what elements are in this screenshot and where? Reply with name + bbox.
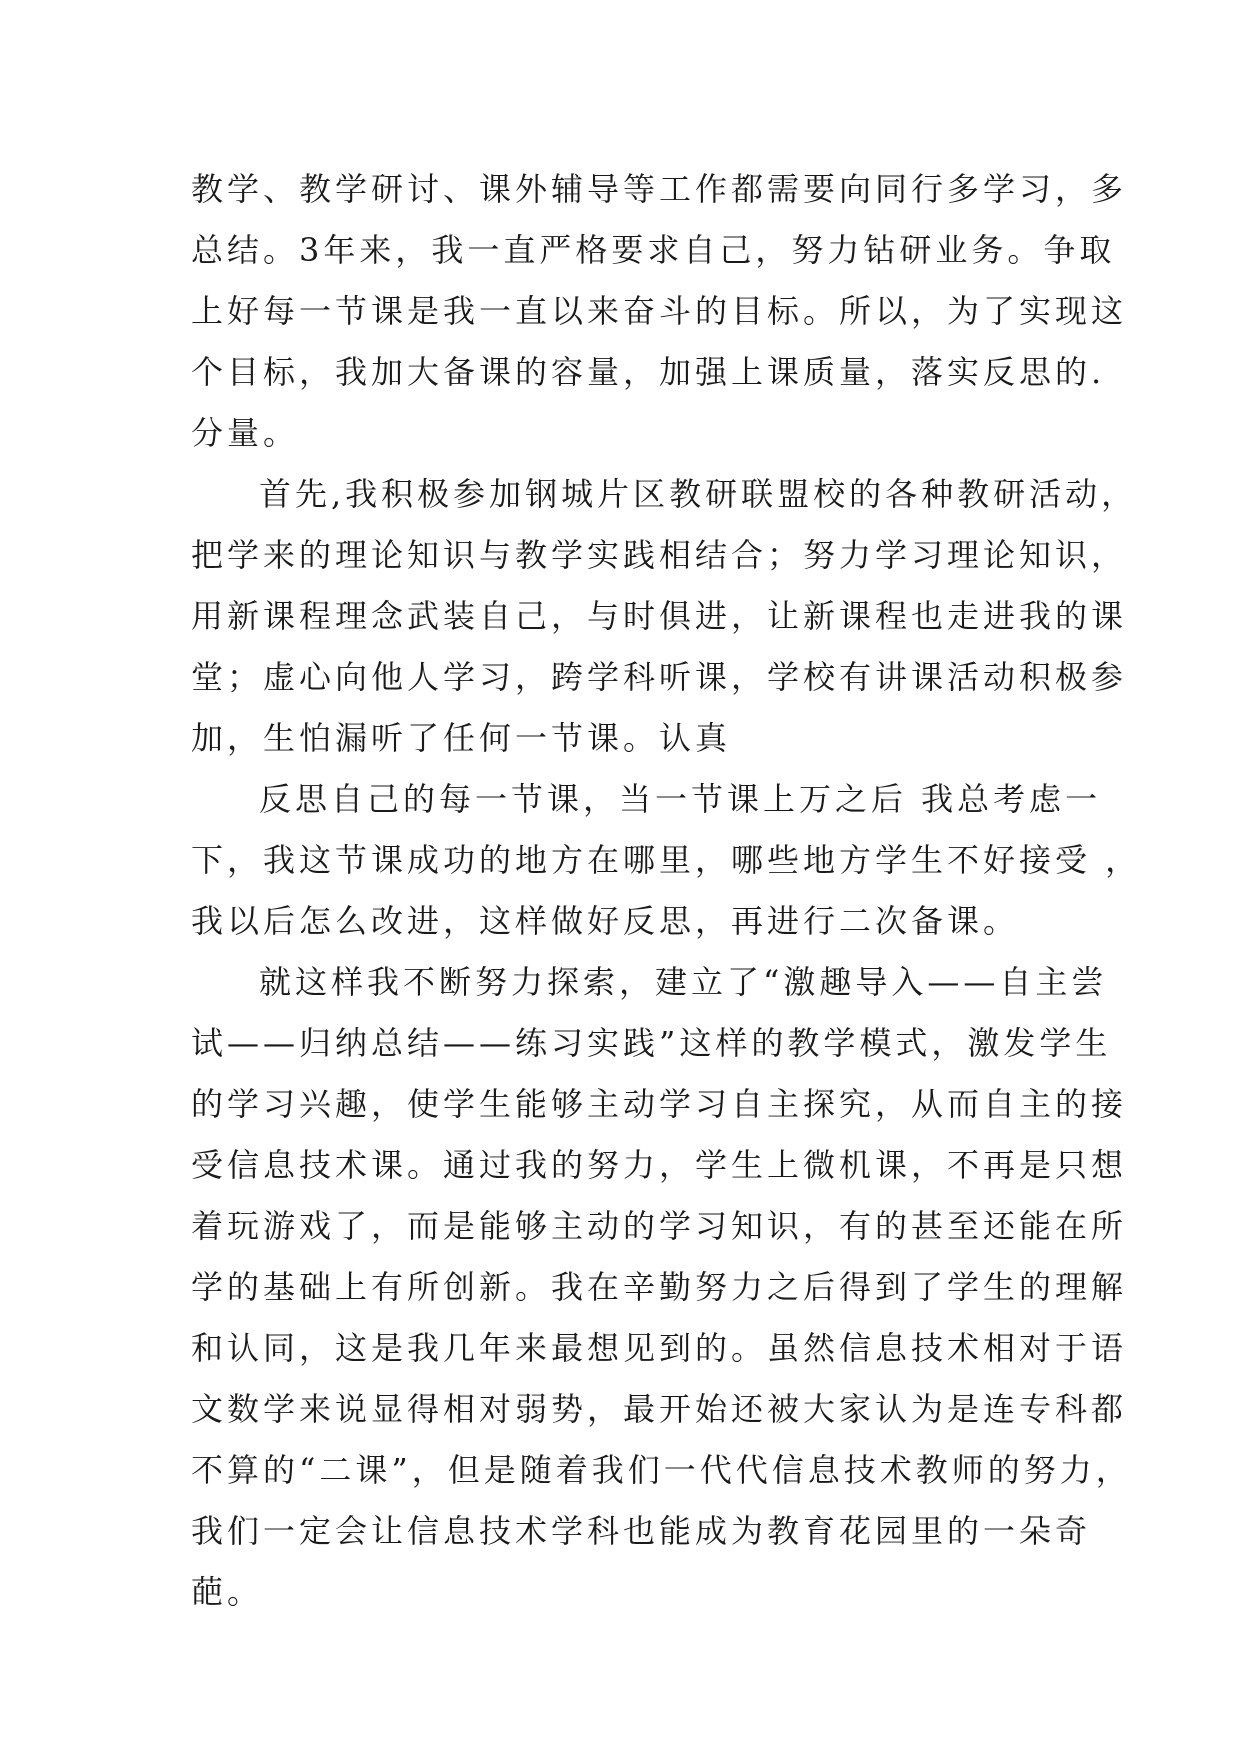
paragraph-line: 文数学来说显得相对弱势，最开始还被大家认为是连专科都	[191, 1390, 1128, 1428]
paragraph-line: 试——归纳总结——练习实践”这样的教学模式，激发学生	[191, 1024, 1112, 1062]
paragraph-3	[191, 769, 1142, 952]
paragraph-line: 分量。	[191, 414, 300, 452]
paragraph-4	[191, 952, 1132, 1623]
paragraph-line: 总结。3年来，我一直严格要求自己，努力钻研业务。争取	[191, 231, 1116, 269]
paragraph-line: 我以后怎么改进，这样做好反思，再进行二次备课。	[191, 902, 1020, 940]
paragraph-line: 受信息技术课。通过我的努力，学生上微机课，不再是只想	[191, 1146, 1128, 1184]
paragraph-line: 个目标，我加大备课的容量，加强上课质量，落实反思的.	[191, 353, 1106, 391]
paragraph-line: 堂；虚心向他人学习，跨学科听课，学校有讲课活动积极参	[191, 658, 1128, 696]
paragraph-line: 用新课程理念武装自己，与时俱进，让新课程也走进我的课	[191, 597, 1128, 635]
paragraph-line: 的学习兴趣，使学生能够主动学习自主探究，从而自主的接	[191, 1085, 1128, 1123]
paragraph-line: 我们一定会让信息技术学科也能成为教育花园里的一朵奇	[191, 1512, 1092, 1550]
paragraph-line: 教学、教学研讨、课外辅导等工作都需要向同行多学习，多	[191, 170, 1128, 208]
paragraph-line: 学的基础上有所创新。我在辛勤努力之后得到了学生的理解	[191, 1268, 1128, 1306]
paragraph-line: 葩。	[191, 1573, 264, 1611]
paragraph-line: 不算的“二课”，但是随着我们一代代信息技术教师的努力，	[191, 1451, 1132, 1489]
paragraph-line: 就这样我不断努力探索，建立了“激趣导入——自主尝	[259, 963, 1108, 1001]
paragraph-line: 首先,我积极参加钢城片区教研联盟校的各种教研活动，	[259, 475, 1138, 513]
paragraph-line: 反思自己的每一节课，当一节课上万之后 我总考虑一	[259, 780, 1102, 818]
paragraph-line: 下，我这节课成功的地方在哪里，哪些地方学生不好接受 ，	[191, 841, 1142, 879]
paragraph-line: 和认同，这是我几年来最想见到的。虽然信息技术相对于语	[191, 1329, 1128, 1367]
paragraph-line: 上好每一节课是我一直以来奋斗的目标。所以，为了实现这	[191, 292, 1128, 330]
paragraph-line: 把学来的理论知识与教学实践相结合；努力学习理论知识，	[191, 536, 1128, 574]
body-text	[191, 159, 1142, 1623]
paragraph-line: 着玩游戏了，而是能够主动的学习知识，有的甚至还能在所	[191, 1207, 1128, 1245]
paragraph-2	[191, 464, 1138, 769]
paragraph-1	[191, 159, 1128, 464]
paragraph-line: 加，生怕漏听了任何一节课。认真	[191, 719, 732, 757]
